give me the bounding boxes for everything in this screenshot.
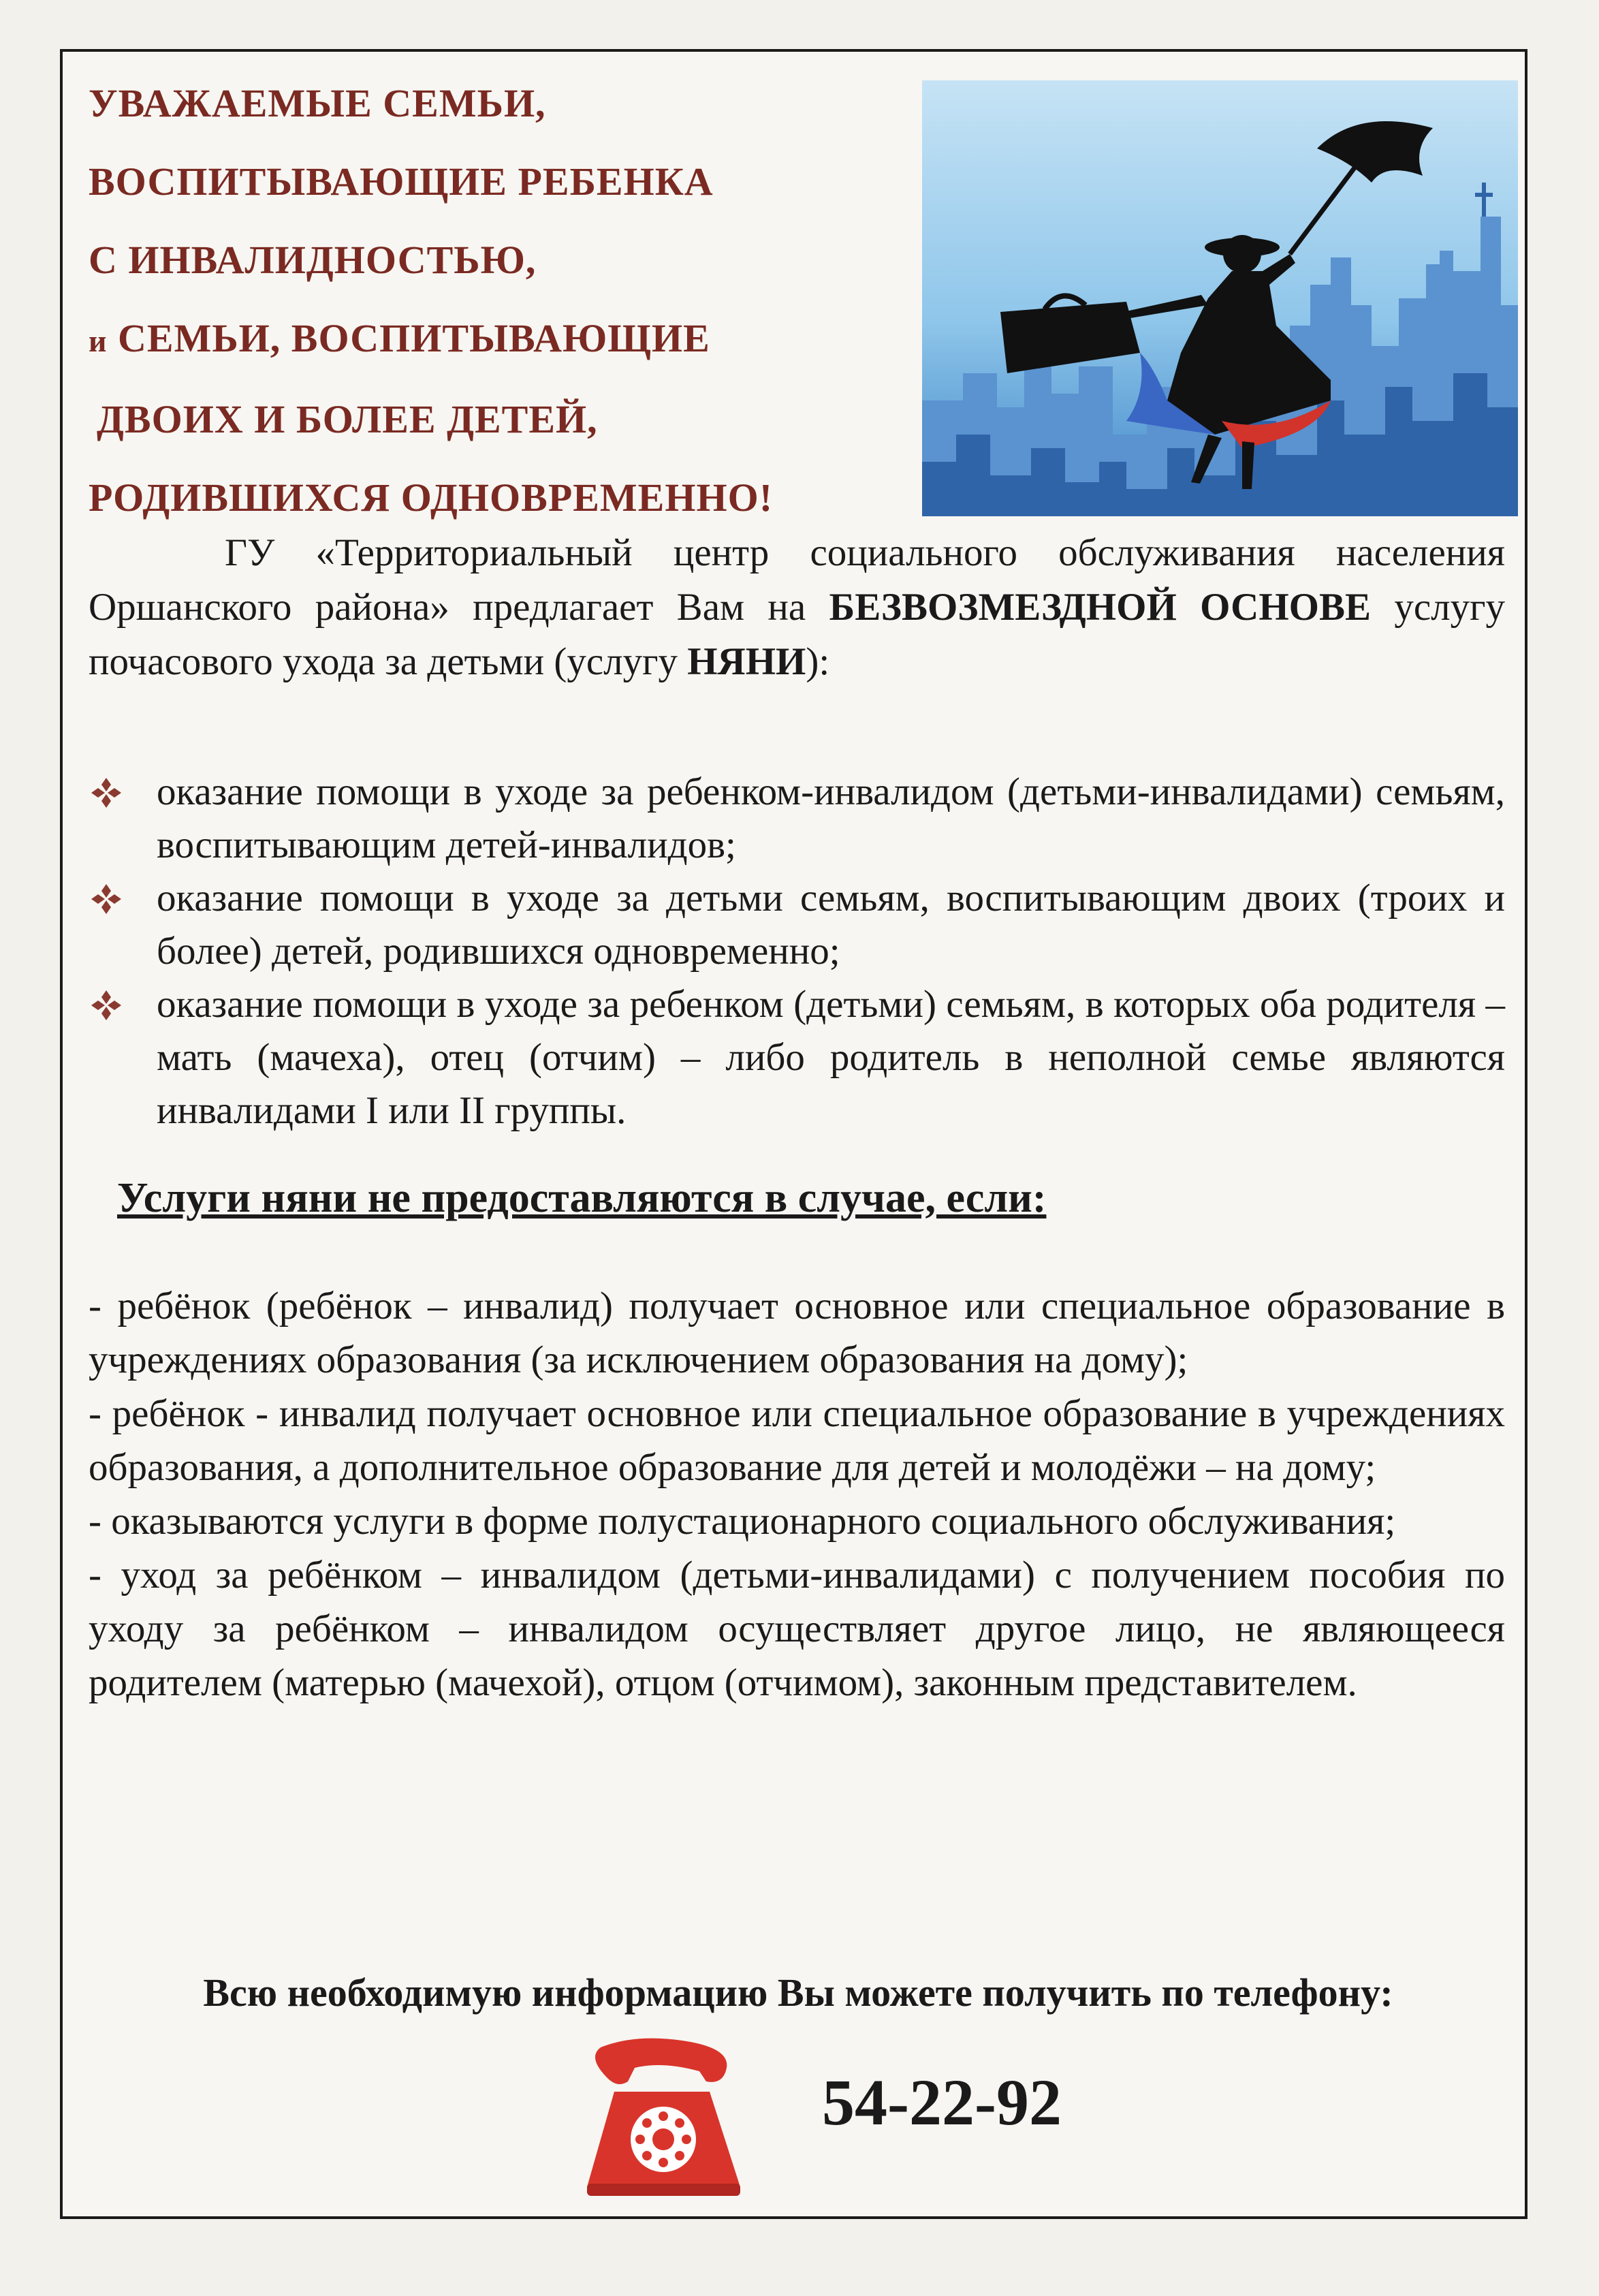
heading-line-4-text: СЕМЬИ, ВОСПИТЫВАЮЩИЕ <box>118 316 710 360</box>
list-item-text: оказание помощи в уходе за детьми семьям, воспитывающим двоих (троих и более) детей, родившихся одновременно; <box>157 877 1505 973</box>
intro-paragraph <box>89 526 1505 689</box>
condition-item: - уход за ребёнком – инвалидом (детьми-инвалидами) с получением пособия по уходу за ребёнком – инвалидом осуществляет другое лицо, не являющееся родителем (матерью (мачехой), отцом (отчимом), законным представителем. <box>89 1554 1505 1704</box>
heading-line-4-prefix: и <box>89 324 108 358</box>
diamond-bullet-icon <box>89 775 124 811</box>
services-list <box>89 766 1505 1137</box>
intro-bold-nanny: НЯНИ <box>687 640 806 683</box>
heading-line-5: ДВОИХ И БОЛЕЕ ДЕТЕЙ, <box>97 397 598 441</box>
heading-line-6: РОДИВШИХСЯ ОДНОВРЕМЕННО! <box>89 475 774 520</box>
phone-number: 54-22-92 <box>822 2066 1062 2139</box>
intro-part-3: ): <box>806 640 830 683</box>
intro-bold-free-basis: БЕЗВОЗМЕЗДНОЙ ОСНОВЕ <box>829 586 1372 629</box>
telephone-icon <box>560 2030 785 2214</box>
condition-item: - ребёнок (ребёнок – инвалид) получает основное или специальное образование в учреждениях образования (за исключением образования на дому); <box>89 1285 1505 1381</box>
diamond-bullet-icon <box>89 988 124 1023</box>
heading-line-1: УВАЖАЕМЫЕ СЕМЬИ, <box>89 81 546 125</box>
flyer-sheet <box>60 49 1527 2219</box>
list-item <box>89 978 1505 1137</box>
contact-info-text: Всю необходимую информацию Вы можете получить по телефону: <box>203 1970 1393 2015</box>
heading-line-3: С ИНВАЛИДНОСТЬЮ, <box>89 238 537 282</box>
diamond-bullet-icon <box>89 881 124 917</box>
conditions-list <box>89 1279 1505 1710</box>
list-item <box>89 766 1505 872</box>
heading-line-2: ВОСПИТЫВАЮЩИЕ РЕБЕНКА <box>89 159 714 204</box>
list-item <box>89 872 1505 978</box>
intro-part-1: ГУ «Территориальный центр социального обслуживания населения Оршанского района» предлагает Вам на <box>89 531 1505 629</box>
list-item-text: оказание помощи в уходе за ребенком (детьми) семьям, в которых оба родителя – мать (мачеха), отец (отчим) – либо родитель в неполной семье являются инвалидами I или II группы. <box>157 983 1505 1132</box>
flying-nanny-illustration <box>922 80 1518 516</box>
condition-item: - оказываются услуги в форме полустационарного социального обслуживания; <box>89 1500 1396 1543</box>
heading-line-4 <box>89 299 940 380</box>
list-item-text: оказание помощи в уходе за ребенком-инвалидом (детьми-инвалидами) семьям, воспитывающим детей-инвалидов; <box>157 770 1505 866</box>
condition-item: - ребёнок - инвалид получает основное или специальное образование в учреждениях образования, а дополнительное образование для детей и молодёжи – на дому; <box>89 1392 1505 1489</box>
intro-part-2: услугу почасового ухода за детьми (услугу <box>89 586 1505 683</box>
heading <box>89 64 940 537</box>
section-subheading: Услуги няни не предоставляются в случае, если: <box>117 1175 1047 1221</box>
